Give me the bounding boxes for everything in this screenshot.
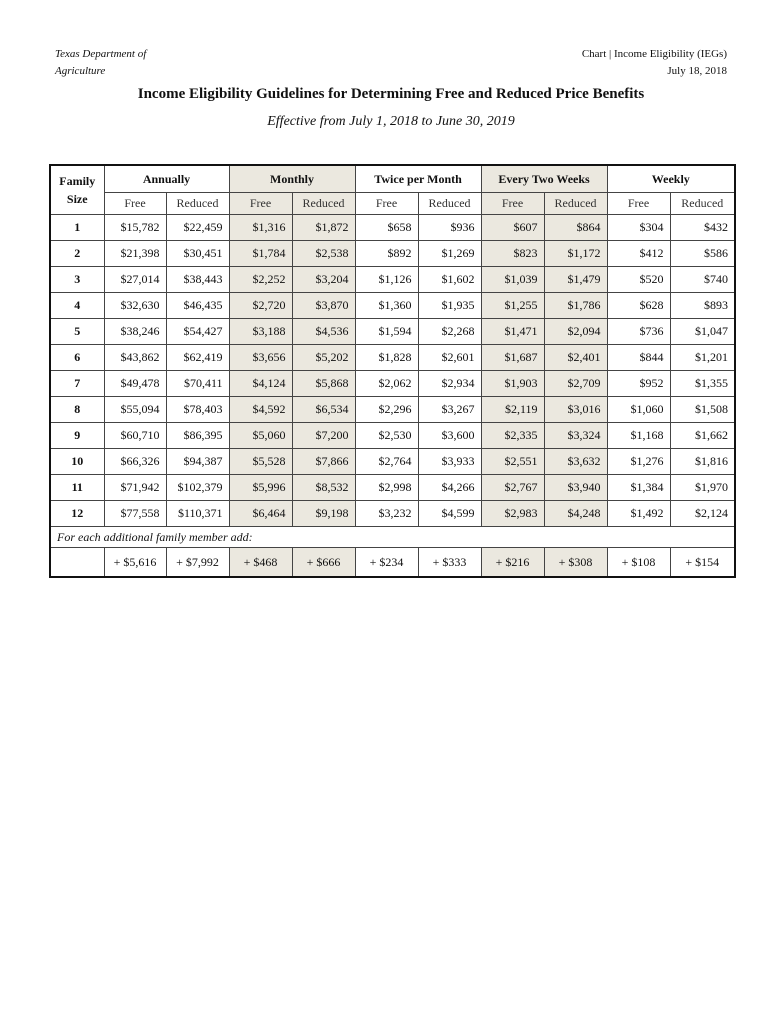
monthly-free-cell: $5,996	[229, 475, 292, 501]
twice-monthly-free-cell: $3,232	[355, 501, 418, 527]
biweekly-reduced-cell: $3,940	[544, 475, 607, 501]
table-row	[50, 267, 735, 293]
twice-monthly-free-cell: $1,126	[355, 267, 418, 293]
family-size-cell: 1	[50, 215, 104, 241]
organization-line-2: Agriculture	[55, 65, 106, 77]
annual-reduced-cell: $22,459	[166, 215, 229, 241]
sub-header-reduced: Reduced	[670, 193, 735, 215]
annual-free-cell: $71,942	[104, 475, 166, 501]
family-size-cell: 5	[50, 319, 104, 345]
monthly-free-cell: $1,784	[229, 241, 292, 267]
biweekly-free-cell: $1,687	[481, 345, 544, 371]
chart-label: Chart | Income Eligibility (IEGs)	[581, 48, 727, 60]
page-subtitle: Effective from July 1, 2018 to June 30, 2019	[267, 114, 515, 129]
biweekly-reduced-cell: $4,248	[544, 501, 607, 527]
twice-monthly-reduced-cell: $3,267	[418, 397, 481, 423]
additional-biweekly-reduced-cell: + $308	[544, 548, 607, 578]
table-row	[50, 449, 735, 475]
annual-reduced-cell: $62,419	[166, 345, 229, 371]
family-size-cell: 11	[50, 475, 104, 501]
monthly-reduced-cell: $4,536	[292, 319, 355, 345]
annual-free-cell: $43,862	[104, 345, 166, 371]
annual-reduced-cell: $54,427	[166, 319, 229, 345]
monthly-reduced-cell: $8,532	[292, 475, 355, 501]
biweekly-reduced-cell: $2,401	[544, 345, 607, 371]
biweekly-reduced-cell: $1,479	[544, 267, 607, 293]
twice-monthly-free-cell: $658	[355, 215, 418, 241]
twice-monthly-reduced-cell: $4,266	[418, 475, 481, 501]
monthly-reduced-cell: $7,866	[292, 449, 355, 475]
annual-free-cell: $27,014	[104, 267, 166, 293]
additional-member-row	[50, 548, 735, 578]
monthly-reduced-cell: $2,538	[292, 241, 355, 267]
weekly-reduced-cell: $1,355	[670, 371, 735, 397]
additional-monthly-reduced-cell: + $666	[292, 548, 355, 578]
sub-header-reduced: Reduced	[544, 193, 607, 215]
twice-monthly-reduced-cell: $1,602	[418, 267, 481, 293]
twice-monthly-reduced-cell: $1,935	[418, 293, 481, 319]
weekly-free-cell: $736	[607, 319, 670, 345]
weekly-free-cell: $1,276	[607, 449, 670, 475]
document-info	[582, 46, 727, 80]
additional-twice-monthly-free-cell: + $234	[355, 548, 418, 578]
family-size-cell: 9	[50, 423, 104, 449]
biweekly-reduced-cell: $2,094	[544, 319, 607, 345]
twice-monthly-reduced-cell: $3,600	[418, 423, 481, 449]
sub-header-free: Free	[104, 193, 166, 215]
monthly-free-cell: $1,316	[229, 215, 292, 241]
table-row	[50, 345, 735, 371]
weekly-free-cell: $1,384	[607, 475, 670, 501]
table-row	[50, 423, 735, 449]
monthly-free-cell: $3,656	[229, 345, 292, 371]
additional-annual-reduced-cell: + $7,992	[166, 548, 229, 578]
document-date: July 18, 2018	[667, 65, 727, 77]
monthly-free-cell: $2,252	[229, 267, 292, 293]
weekly-free-cell: $844	[607, 345, 670, 371]
organization-line-1: Texas Department of	[55, 48, 147, 60]
weekly-reduced-cell: $586	[670, 241, 735, 267]
weekly-reduced-cell: $740	[670, 267, 735, 293]
twice-monthly-free-cell: $1,594	[355, 319, 418, 345]
annual-free-cell: $38,246	[104, 319, 166, 345]
sub-header-reduced: Reduced	[418, 193, 481, 215]
biweekly-free-cell: $2,551	[481, 449, 544, 475]
biweekly-free-cell: $1,039	[481, 267, 544, 293]
annual-reduced-cell: $86,395	[166, 423, 229, 449]
weekly-reduced-cell: $893	[670, 293, 735, 319]
eligibility-table	[49, 164, 736, 578]
weekly-reduced-cell: $2,124	[670, 501, 735, 527]
table-row	[50, 293, 735, 319]
twice-monthly-free-cell: $2,998	[355, 475, 418, 501]
weekly-reduced-cell: $1,047	[670, 319, 735, 345]
table-row	[50, 501, 735, 527]
monthly-free-cell: $6,464	[229, 501, 292, 527]
annual-reduced-cell: $94,387	[166, 449, 229, 475]
twice-monthly-reduced-cell: $2,268	[418, 319, 481, 345]
annual-free-cell: $32,630	[104, 293, 166, 319]
biweekly-reduced-cell: $1,172	[544, 241, 607, 267]
biweekly-free-cell: $1,903	[481, 371, 544, 397]
family-size-cell: 4	[50, 293, 104, 319]
twice-monthly-free-cell: $892	[355, 241, 418, 267]
weekly-reduced-cell: $1,816	[670, 449, 735, 475]
annual-reduced-cell: $30,451	[166, 241, 229, 267]
additional-annual-free-cell: + $5,616	[104, 548, 166, 578]
twice-monthly-reduced-cell: $1,269	[418, 241, 481, 267]
twice-monthly-reduced-cell: $2,934	[418, 371, 481, 397]
biweekly-free-cell: $823	[481, 241, 544, 267]
table-body	[50, 215, 735, 578]
sub-header-reduced: Reduced	[292, 193, 355, 215]
biweekly-free-cell: $1,471	[481, 319, 544, 345]
monthly-free-cell: $5,060	[229, 423, 292, 449]
twice-monthly-free-cell: $1,360	[355, 293, 418, 319]
weekly-reduced-cell: $1,508	[670, 397, 735, 423]
annual-reduced-cell: $110,371	[166, 501, 229, 527]
twice-monthly-free-cell: $2,530	[355, 423, 418, 449]
weekly-free-cell: $1,168	[607, 423, 670, 449]
table-row	[50, 319, 735, 345]
sub-header-free: Free	[607, 193, 670, 215]
group-header-row	[50, 165, 735, 193]
family-size-header	[50, 165, 104, 215]
twice-monthly-free-cell: $2,296	[355, 397, 418, 423]
sub-header-reduced: Reduced	[166, 193, 229, 215]
weekly-reduced-cell: $1,662	[670, 423, 735, 449]
family-size-cell: 10	[50, 449, 104, 475]
annual-free-cell: $55,094	[104, 397, 166, 423]
annual-free-cell: $49,478	[104, 371, 166, 397]
biweekly-reduced-cell: $1,786	[544, 293, 607, 319]
annual-free-cell: $60,710	[104, 423, 166, 449]
table-row	[50, 475, 735, 501]
group-header-monthly: Monthly	[229, 165, 355, 193]
biweekly-reduced-cell: $2,709	[544, 371, 607, 397]
family-size-cell: 3	[50, 267, 104, 293]
weekly-free-cell: $628	[607, 293, 670, 319]
additional-blank-cell	[50, 548, 104, 578]
page-title: Income Eligibility Guidelines for Determining Free and Reduced Price Benefits	[137, 86, 645, 102]
annual-reduced-cell: $46,435	[166, 293, 229, 319]
twice-monthly-free-cell: $2,062	[355, 371, 418, 397]
twice-monthly-reduced-cell: $2,601	[418, 345, 481, 371]
annual-free-cell: $15,782	[104, 215, 166, 241]
monthly-free-cell: $4,124	[229, 371, 292, 397]
annual-reduced-cell: $102,379	[166, 475, 229, 501]
family-size-header-line-2: Size	[66, 192, 88, 206]
additional-weekly-free-cell: + $108	[607, 548, 670, 578]
table-row	[50, 397, 735, 423]
twice-monthly-reduced-cell: $936	[418, 215, 481, 241]
biweekly-reduced-cell: $864	[544, 215, 607, 241]
table-row	[50, 215, 735, 241]
table-row	[50, 371, 735, 397]
monthly-reduced-cell: $9,198	[292, 501, 355, 527]
sub-header-free: Free	[229, 193, 292, 215]
twice-monthly-reduced-cell: $4,599	[418, 501, 481, 527]
family-size-cell: 12	[50, 501, 104, 527]
family-size-cell: 8	[50, 397, 104, 423]
family-size-cell: 2	[50, 241, 104, 267]
weekly-free-cell: $1,060	[607, 397, 670, 423]
organization-name	[55, 46, 146, 80]
biweekly-free-cell: $2,335	[481, 423, 544, 449]
family-size-cell: 6	[50, 345, 104, 371]
monthly-free-cell: $4,592	[229, 397, 292, 423]
biweekly-free-cell: $2,767	[481, 475, 544, 501]
additional-weekly-reduced-cell: + $154	[670, 548, 735, 578]
twice-monthly-free-cell: $2,764	[355, 449, 418, 475]
annual-free-cell: $66,326	[104, 449, 166, 475]
table-row	[50, 241, 735, 267]
monthly-reduced-cell: $1,872	[292, 215, 355, 241]
monthly-free-cell: $3,188	[229, 319, 292, 345]
monthly-free-cell: $5,528	[229, 449, 292, 475]
annual-reduced-cell: $70,411	[166, 371, 229, 397]
weekly-reduced-cell: $1,970	[670, 475, 735, 501]
weekly-reduced-cell: $432	[670, 215, 735, 241]
sub-header-free: Free	[481, 193, 544, 215]
group-header-weekly: Weekly	[607, 165, 735, 193]
weekly-free-cell: $412	[607, 241, 670, 267]
group-header-every-two-weeks: Every Two Weeks	[481, 165, 607, 193]
group-header-twice-per-month: Twice per Month	[355, 165, 481, 193]
weekly-free-cell: $952	[607, 371, 670, 397]
biweekly-free-cell: $2,983	[481, 501, 544, 527]
weekly-free-cell: $1,492	[607, 501, 670, 527]
sub-header-free: Free	[355, 193, 418, 215]
monthly-reduced-cell: $6,534	[292, 397, 355, 423]
additional-twice-monthly-reduced-cell: + $333	[418, 548, 481, 578]
group-header-annually: Annually	[104, 165, 229, 193]
annual-free-cell: $77,558	[104, 501, 166, 527]
annual-reduced-cell: $38,443	[166, 267, 229, 293]
biweekly-reduced-cell: $3,632	[544, 449, 607, 475]
additional-member-note: For each additional family member add:	[50, 527, 735, 548]
additional-member-note-row	[50, 527, 735, 548]
annual-free-cell: $21,398	[104, 241, 166, 267]
sub-header-row	[50, 193, 735, 215]
weekly-free-cell: $520	[607, 267, 670, 293]
additional-monthly-free-cell: + $468	[229, 548, 292, 578]
twice-monthly-free-cell: $1,828	[355, 345, 418, 371]
biweekly-free-cell: $1,255	[481, 293, 544, 319]
biweekly-free-cell: $607	[481, 215, 544, 241]
monthly-reduced-cell: $3,204	[292, 267, 355, 293]
weekly-free-cell: $304	[607, 215, 670, 241]
biweekly-reduced-cell: $3,324	[544, 423, 607, 449]
monthly-reduced-cell: $5,202	[292, 345, 355, 371]
family-size-header-line-1: Family	[59, 174, 96, 188]
additional-biweekly-free-cell: + $216	[481, 548, 544, 578]
monthly-free-cell: $2,720	[229, 293, 292, 319]
weekly-reduced-cell: $1,201	[670, 345, 735, 371]
biweekly-free-cell: $2,119	[481, 397, 544, 423]
twice-monthly-reduced-cell: $3,933	[418, 449, 481, 475]
biweekly-reduced-cell: $3,016	[544, 397, 607, 423]
family-size-cell: 7	[50, 371, 104, 397]
monthly-reduced-cell: $7,200	[292, 423, 355, 449]
monthly-reduced-cell: $5,868	[292, 371, 355, 397]
annual-reduced-cell: $78,403	[166, 397, 229, 423]
monthly-reduced-cell: $3,870	[292, 293, 355, 319]
